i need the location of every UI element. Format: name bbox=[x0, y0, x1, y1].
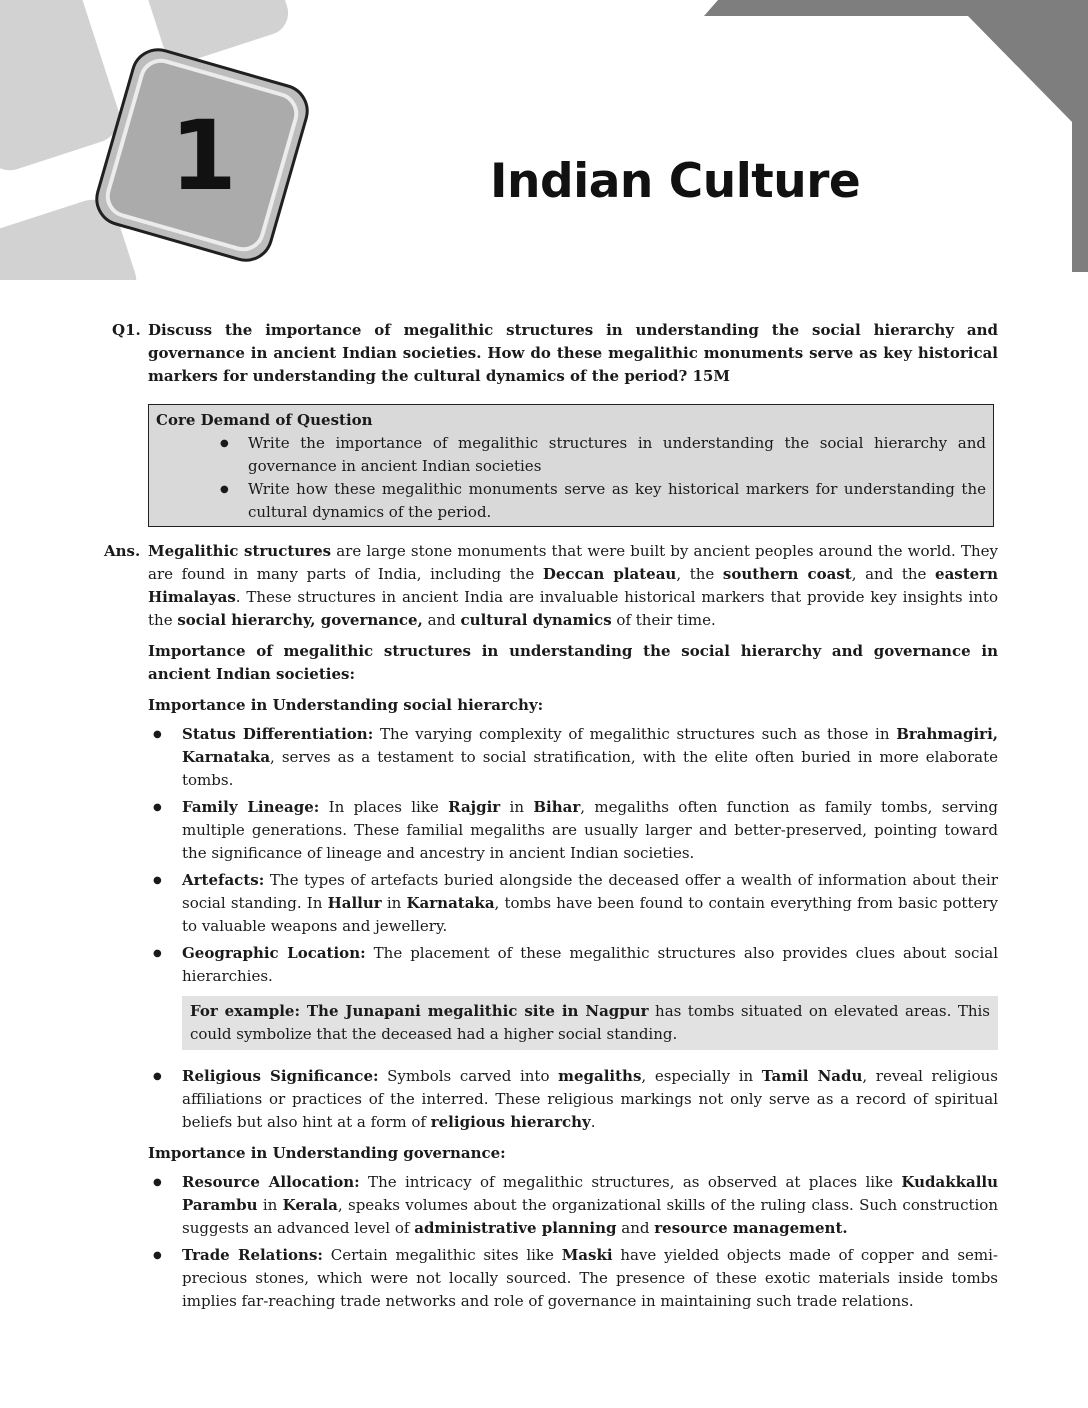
header-decoration bbox=[0, 0, 1088, 280]
item-text: Hallur bbox=[327, 894, 382, 912]
item-label: Religious Significance: bbox=[182, 1067, 379, 1085]
item-text: resource management. bbox=[654, 1219, 848, 1237]
intro-text: . These structures in ancient India are invaluable historical markers that provide key insights into the bbox=[148, 588, 998, 629]
core-demand-title: Core Demand of Question bbox=[156, 411, 373, 429]
intro-text: of their time. bbox=[611, 611, 716, 629]
item-text: Kudakkallu Parambu bbox=[182, 1173, 999, 1214]
item-label: Status Differentiation: bbox=[182, 725, 374, 743]
list-item: ● Write the importance of megalithic structures in understanding the social hierarchy and governance in ancient Indian societies bbox=[156, 432, 986, 478]
item-text: The types of artefacts buried alongside the deceased offer a wealth of information about their social standing. In bbox=[182, 871, 998, 912]
list-item bbox=[148, 1171, 998, 1240]
item-text: The placement of these megalithic structures also provides clues about social hierarchies. bbox=[182, 944, 998, 985]
item-text: and bbox=[616, 1219, 655, 1237]
item-text: In places like bbox=[319, 798, 449, 816]
intro-text: and bbox=[422, 611, 461, 629]
intro-text: social hierarchy, governance, bbox=[177, 611, 423, 629]
list-item bbox=[148, 1065, 998, 1134]
social-hierarchy-heading: Importance in Understanding social hierarchy: bbox=[148, 696, 544, 714]
item-text: Kerala bbox=[282, 1196, 338, 1214]
item-text: The intricacy of megalithic structures, as observed at places like bbox=[359, 1173, 902, 1191]
answer-label: Ans. bbox=[104, 542, 141, 560]
item-text: The varying complexity of megalithic structures such as those in bbox=[373, 725, 897, 743]
governance-list bbox=[148, 1171, 998, 1313]
item-text: in bbox=[500, 798, 534, 816]
item-text: administrative planning bbox=[414, 1219, 617, 1237]
item-label: Trade Relations: bbox=[182, 1246, 323, 1264]
question-block bbox=[0, 319, 998, 388]
item-text: , speaks volumes about the organizational skills of the ruling class. Such construction suggests an advanced level of bbox=[182, 1196, 999, 1237]
question-number: Q1. bbox=[112, 321, 141, 339]
answer-block bbox=[0, 540, 998, 1313]
item-text: Rajgir bbox=[448, 798, 501, 816]
chapter-number: 1 bbox=[170, 100, 237, 212]
list-item bbox=[148, 1244, 998, 1313]
item-text: megaliths bbox=[558, 1067, 642, 1085]
core-demand-box bbox=[148, 404, 994, 527]
item-text: . bbox=[590, 1113, 596, 1131]
item-text: Brahmagiri, Karnataka bbox=[182, 725, 998, 766]
list-item: ● Write how these megalithic monuments serve as key historical markers for understanding the cultural dynamics of the period. bbox=[156, 478, 986, 524]
example-box bbox=[182, 996, 998, 1050]
item-text: Maski bbox=[561, 1246, 613, 1264]
example-lead: For example: The Junapani megalithic site in Nagpur bbox=[190, 1002, 649, 1020]
intro-text: Deccan plateau bbox=[542, 565, 677, 583]
importance-heading: Importance of megalithic structures in understanding the social hierarchy and governance in ancient Indian societies: bbox=[148, 642, 998, 683]
governance-heading: Importance in Understanding governance: bbox=[148, 1144, 506, 1162]
item-text: in bbox=[257, 1196, 283, 1214]
item-text: Tamil Nadu bbox=[761, 1067, 863, 1085]
intro-text: , the bbox=[676, 565, 723, 583]
item-text: , especially in bbox=[641, 1067, 762, 1085]
item-text: , serves as a testament to social stratification, with the elite often buried in more elaborate tombs. bbox=[182, 748, 998, 789]
chapter-title: Indian Culture bbox=[490, 154, 861, 209]
example-text: has tombs situated on elevated areas. This could symbolize that the deceased had a higher social standing. bbox=[190, 1002, 990, 1043]
item-text: in bbox=[381, 894, 407, 912]
religious-list bbox=[148, 1065, 998, 1134]
item-text: Symbols carved into bbox=[378, 1067, 559, 1085]
item-label: Artefacts: bbox=[182, 871, 265, 889]
answer-intro bbox=[148, 540, 998, 632]
list-item bbox=[148, 723, 998, 792]
intro-text: are large stone monuments that were built by ancient peoples around the world. They are found in many parts of India, including the bbox=[148, 542, 998, 583]
item-label: Family Lineage: bbox=[182, 798, 320, 816]
question-text: Discuss the importance of megalithic structures in understanding the social hierarchy and governance in ancient Indian societies. How do these megalithic monuments serve as key historical markers for understanding the cultural dynamics of the period? 15M bbox=[148, 321, 998, 385]
item-text: Bihar bbox=[533, 798, 581, 816]
core-demand-list bbox=[156, 432, 986, 524]
item-text: , tombs have been found to contain everything from basic pottery to valuable weapons and jewellery. bbox=[182, 894, 998, 935]
corner-shape bbox=[704, 0, 1088, 272]
intro-text: eastern Himalayas bbox=[148, 565, 999, 606]
intro-text: southern coast bbox=[722, 565, 852, 583]
item-text: Karnataka bbox=[406, 894, 495, 912]
item-text: , reveal religious affiliations or practices of the interred. These religious markings not only serve as a record of spiritual beliefs but also hint at a form of bbox=[182, 1067, 998, 1131]
list-item bbox=[148, 869, 998, 938]
list-item bbox=[148, 942, 998, 988]
intro-text: , and the bbox=[851, 565, 936, 583]
item-label: Resource Allocation: bbox=[182, 1173, 360, 1191]
item-text: religious hierarchy bbox=[430, 1113, 591, 1131]
item-label: Geographic Location: bbox=[182, 944, 366, 962]
social-hierarchy-list bbox=[148, 723, 998, 988]
item-text: , megaliths often function as family tombs, serving multiple generations. These familial megaliths are usually larger and better-preserved, pointing toward the significance of lineage and ancestry in ancient Indian societies. bbox=[182, 798, 998, 862]
intro-text: cultural dynamics bbox=[460, 611, 612, 629]
intro-text: Megalithic structures bbox=[148, 542, 332, 560]
page-content bbox=[0, 319, 1088, 1317]
item-text: have yielded objects made of copper and semi-precious stones, which were not locally sourced. The presence of these exotic materials inside tombs implies far-reaching trade networks and role of governance in maintaining such trade relations. bbox=[182, 1246, 998, 1310]
list-item bbox=[148, 796, 998, 865]
item-text: Certain megalithic sites like bbox=[322, 1246, 562, 1264]
